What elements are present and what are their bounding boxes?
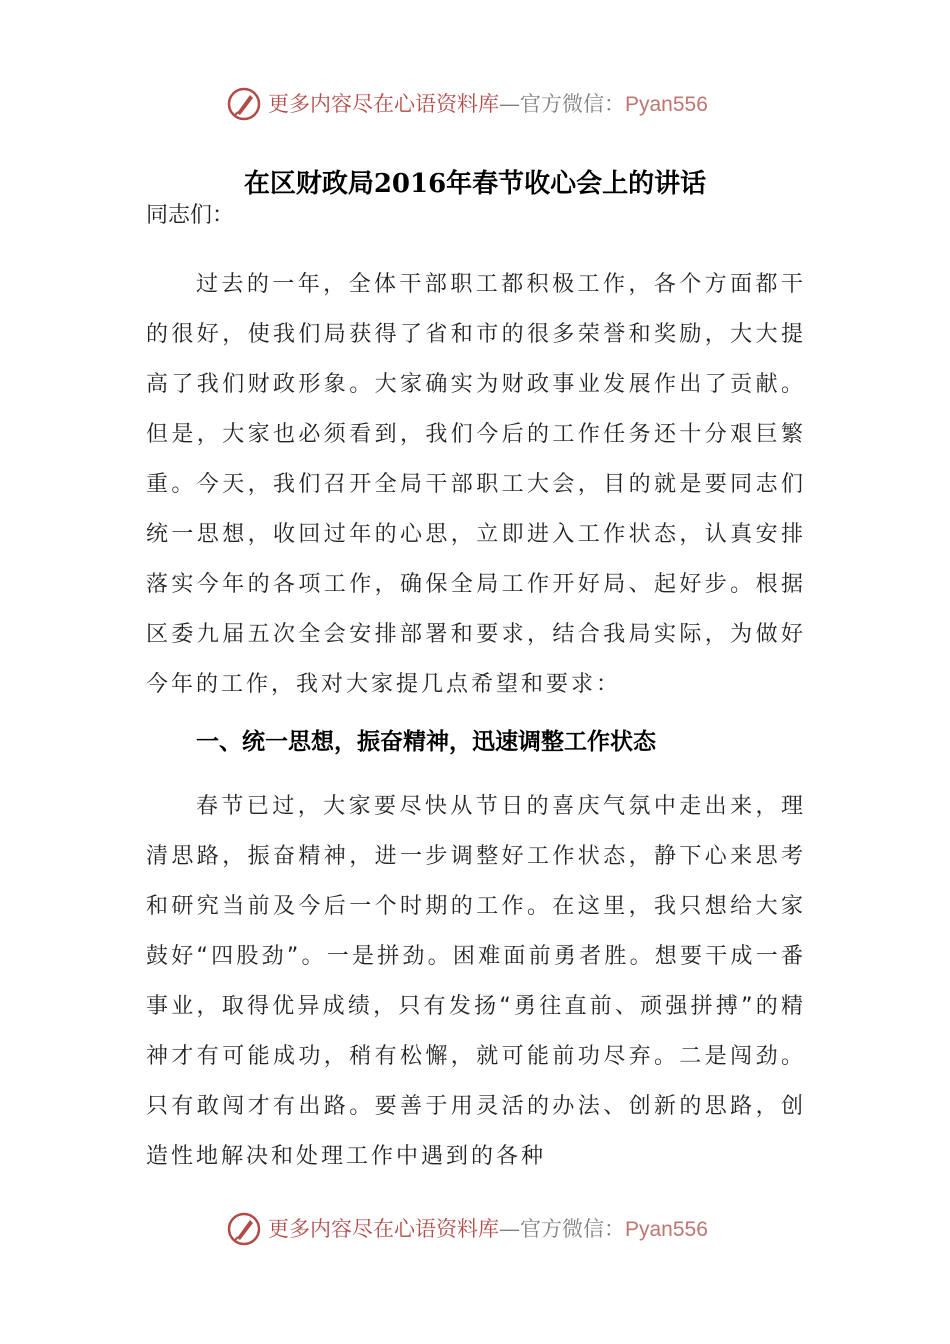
banner-text [268,1214,708,1245]
footer-banner [0,1205,950,1255]
body-paragraph-2: 春节已过，大家要尽快从节日的喜庆气氛中走出来，理清思路，振奋精神，进一步调整好工作状态，静下心来思考和研究当前及今后一个时期的工作。在这里，我只想给大家鼓好“四股劲”。一是拼劲。困难面前勇者胜。想要干成一番事业，取得优异成绩，只有发扬“勇往直前、顽强拼搏”的精神才有可能成功，稍有松懈，就可能前功尽弃。二是闯劲。只有敢闯才有出路。要善于用灵活的办法、创新的思路，创造性地解决和处理工作中遇到的各种 [146,794,806,1169]
banner-separator: — [499,92,520,116]
section-heading-1: 一、统一思想，振奋精神，迅速调整工作状态 [196,729,656,755]
banner-separator: — [499,1217,520,1241]
banner-wechat-id: Pyan556 [625,93,708,116]
banner-main-text: 更多内容尽在心语资料库 [268,92,499,116]
quill-pen-logo-icon [226,86,262,122]
banner-sub-text: 官方微信： [520,92,625,116]
header-banner [0,80,950,130]
banner-main-text: 更多内容尽在心语资料库 [268,1217,499,1241]
banner-wechat-id: Pyan556 [625,1218,708,1241]
banner-text [268,89,708,120]
salutation: 同志们： [146,203,235,228]
quill-pen-logo-icon [226,1211,262,1247]
document-title: 在区财政局2016年春节收心会上的讲话 [243,169,707,199]
banner-sub-text: 官方微信： [520,1217,625,1241]
body-paragraph-1: 过去的一年，全体干部职工都积极工作，各个方面都干的很好，使我们局获得了省和市的很多荣誉和奖励，大大提高了我们财政形象。大家确实为财政事业发展作出了贡献。但是，大家也必须看到，我们今后的工作任务还十分艰巨繁重。今天，我们召开全局干部职工大会，目的就是要同志们统一思想，收回过年的心思，立即进入工作状态，认真安排落实今年的各项工作，确保全局工作开好局、起好步。根据区委九届五次全会安排部署和要求，结合我局实际，为做好今年的工作，我对大家提几点希望和要求： [146,272,806,697]
